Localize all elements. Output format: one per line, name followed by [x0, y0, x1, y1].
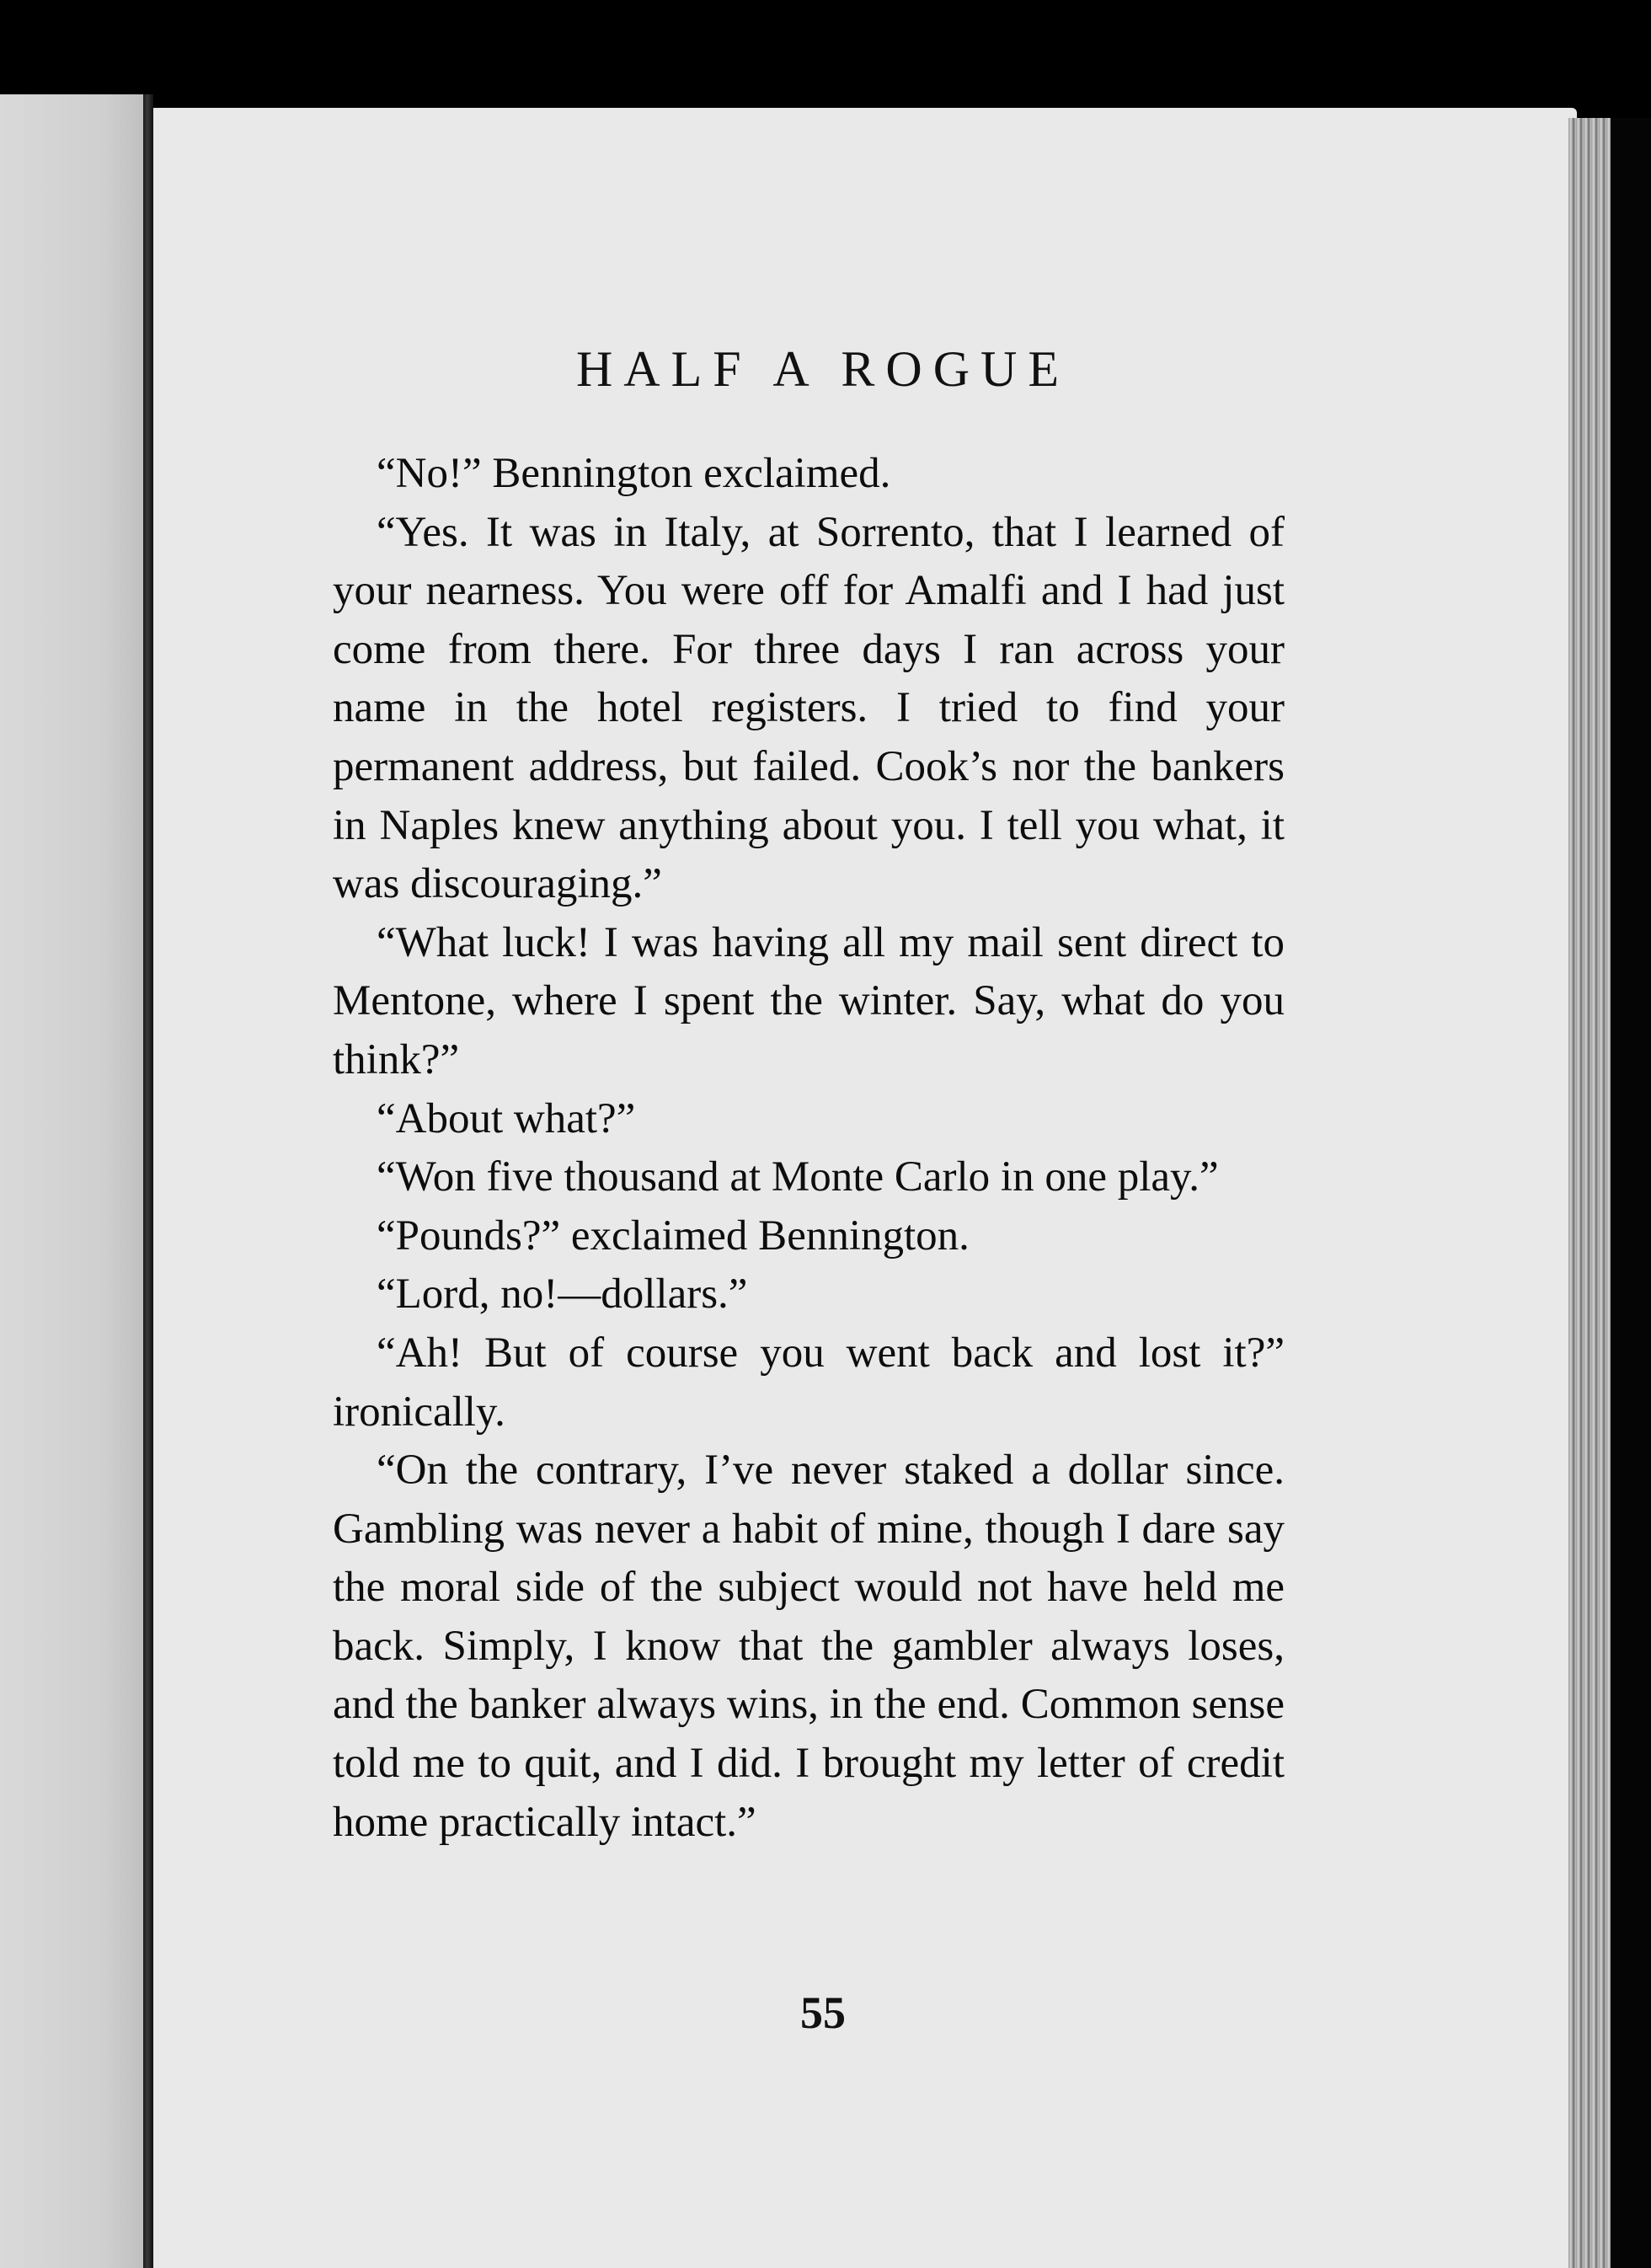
paragraph: “Yes. It was in Italy, at Sorrento, that I learned of your nearness. You were off for Amalfi and I had just come from there. For three days I ran across your name in the hotel registers. I tried to find your permanent address, but failed. Cook’s nor the bankers in Naples knew anything about you. I tell you what, it was discouraging.” [333, 508, 1285, 908]
paragraph: “Pounds?” exclaimed Bennington. [377, 1212, 970, 1260]
running-head: HALF A ROGUE [575, 341, 1071, 397]
facing-page-edge [0, 94, 150, 2268]
paragraph: “Ah! But of course you went back and lost it?” ironically. [333, 1329, 1285, 1436]
paragraph: “Lord, no!—dollars.” [377, 1270, 748, 1319]
paragraph: “What luck! I was having all my mail sent direct to Mentone, where I spent the winter. Say, what do you think?” [333, 918, 1285, 1083]
paragraph: “About what?” [377, 1094, 636, 1142]
body-text [333, 445, 1285, 1852]
paragraph: “Won five thousand at Monte Carlo in one play.” [377, 1153, 1219, 1201]
scan-shadow [1611, 118, 1651, 2268]
paragraph: “On the contrary, I’ve never staked a dollar since. Gambling was never a habit of mine, though I dare say the moral side of the subject would not have held me back. Simply, I know that the gambler always loses, and the banker always wins, in the end. Common sense told me to quit, and I did. I brought my letter of credit home practically intact.” [333, 1447, 1285, 1846]
book-gutter [143, 94, 153, 2268]
page-number: 55 [800, 1987, 846, 2038]
paragraph: “No!” Bennington exclaimed. [377, 450, 891, 497]
page-block-edge [1568, 118, 1611, 2268]
